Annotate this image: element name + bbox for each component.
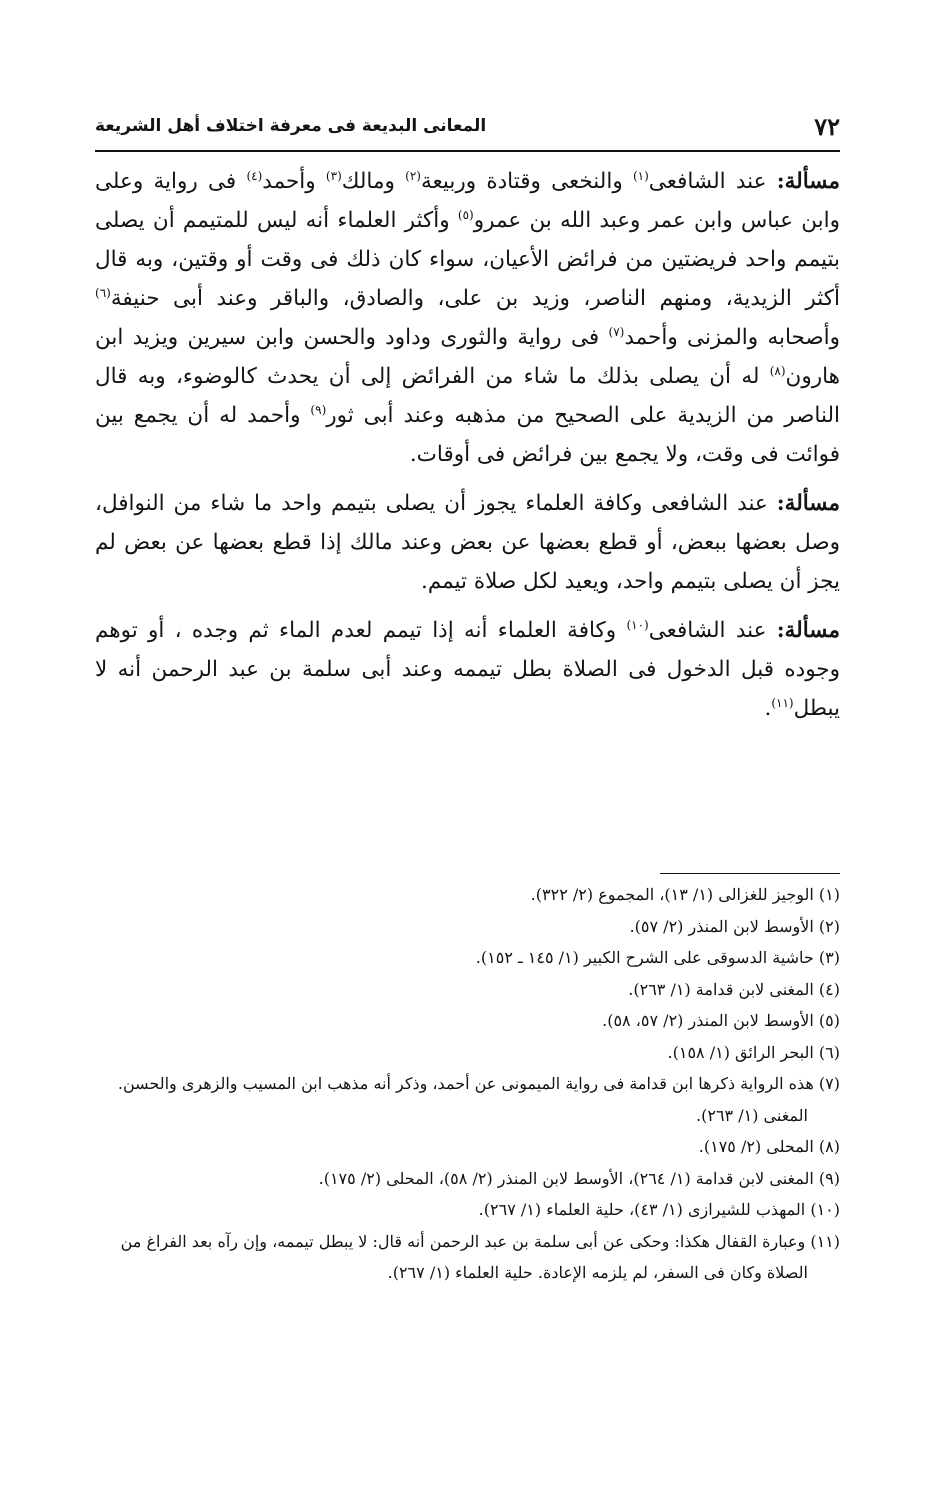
text-run: . [764, 696, 772, 721]
issue-label: مسألة: [776, 618, 840, 643]
paragraph-2 [95, 484, 840, 601]
issue-label: مسألة: [776, 491, 840, 516]
text-run: فى رواية وعلى وابن عباس وابن عمر وعبد الله بن عمرو [95, 169, 841, 233]
issue-label: مسألة: [776, 169, 840, 194]
footnote-4: (٤) المغنى لابن قدامة (١/ ٢٦٣). [628, 979, 840, 999]
text-run: والنخعى وقتادة وربيعة [420, 169, 633, 194]
running-title: المعانى البديعة فى معرفة اختلاف أهل الشريعة [95, 116, 487, 136]
footnote-2: (٢) الأوسط لابن المنذر (٢/ ٥٧). [629, 916, 840, 936]
page-number: ٧٢ [814, 112, 840, 141]
footnote-ref: (٨) [769, 363, 786, 378]
footnote-ref: (٧) [608, 324, 625, 339]
footnote-1: (١) الوجيز للغزالى (١/ ١٣)، المجموع (٢/ ٣٢٢). [530, 885, 840, 904]
text-run: وأحمد له أن يجمع بين فوائت فى وقت، ولا يجمع بين فرائض فى أوقات. [95, 403, 840, 467]
text-run: وكافة العلماء أنه إذا تيمم لعدم الماء ثم وجده ، أو توهم وجوده قبل الدخول فى الصلاة بطل تيممه وعند أبى سلمة بن عبد الرحمن أنه لا يبطل [95, 618, 840, 721]
footnote-ref: (٩) [310, 402, 327, 417]
footnote-ref: (٢) [405, 168, 421, 183]
paragraph-3 [95, 611, 840, 728]
paragraph-1 [95, 162, 840, 474]
text-run: وأصحابه والمزنى وأحمد [624, 325, 841, 350]
footnotes [95, 879, 840, 1289]
footnote-separator [660, 873, 840, 874]
footnote-ref: (٥) [457, 207, 474, 222]
footnote-10: (١٠) المهذب للشيرازى (١/ ٤٣)، حلية العلماء (١/ ٢٦٧). [478, 1200, 840, 1219]
main-text [95, 162, 840, 738]
text-run: عند الشافعى وكافة العلماء يجوز أن يصلى بتيمم واحد ما شاء من النوافل، وصل بعضها ببعض، أو قطع بعضها عن بعض وعند مالك إذا قطع بعضها عن بعض لم يجز أن يصلى بتيمم واحد، ويعيد لكل صلاة تيمم. [95, 491, 840, 594]
text-run: ومالك [341, 169, 406, 194]
text-run: وأكثر العلماء أنه ليس للمتيمم أن يصلى بتيمم واحد فريضتين من فرائض الأعيان، سواء كان ذلك فى وقت أو وقتين، وبه قال أكثر الزيدية، ومنهم الناصر، وزيد بن على، والصادق، والباقر وعند أبى حنيفة [95, 208, 840, 311]
footnote-ref: (٤) [246, 168, 263, 183]
header-rule [95, 150, 840, 152]
text-run: فى رواية والثورى وداود والحسن وابن سيرين ويزيد ابن هارون [95, 325, 840, 389]
text-run: عند الشافعى [648, 618, 777, 643]
footnote-ref: (١) [632, 168, 649, 183]
footnote-ref: (٣) [325, 168, 342, 183]
text-run: وأحمد [262, 169, 326, 194]
footnote-ref: (١١) [771, 695, 794, 710]
footnote-ref: (٦) [95, 285, 111, 300]
footnote-9: (٩) المغنى لابن قدامة (١/ ٢٦٤)، الأوسط لابن المنذر (٢/ ٥٨)، المحلى (٢/ ١٧٥). [318, 1168, 840, 1188]
footnote-7: (٧) هذه الرواية ذكرها ابن قدامة فى رواية الميمونى عن أحمد، وذكر أنه مذهب ابن المسيب والزهرى والحسن. المغنى (١/ ٢٦٣). [117, 1074, 840, 1125]
footnote-5: (٥) الأوسط لابن المنذر (٢/ ٥٧، ٥٨). [602, 1011, 840, 1030]
footnote-3: (٣) حاشية الدسوقى على الشرح الكبير (١/ ١٤٥ ـ ١٥٢). [475, 948, 840, 967]
footnote-ref: (١٠) [626, 617, 649, 632]
text-run: عند الشافعى [648, 169, 777, 194]
page-header [95, 112, 840, 146]
footnote-6: (٦) البحر الرائق (١/ ١٥٨). [667, 1042, 840, 1062]
text-run: له أن يصلى بذلك ما شاء من الفرائض إلى أن يحدث كالوضوء، وبه قال الناصر من الزيدية على الصحيح من مذهبه وعند أبى ثور [95, 364, 840, 428]
footnote-8: (٨) المحلى (٢/ ١٧٥). [698, 1137, 840, 1156]
footnote-11: (١١) وعبارة القفال هكذا: وحكى عن أبى سلمة بن عبد الرحمن أنه قال: لا يبطل تيممه، وإن رآه بعد الفراغ من الصلاة وكان فى السفر، لم يلزمه الإعادة. حلية العلماء (١/ ٢٦٧). [120, 1231, 840, 1282]
